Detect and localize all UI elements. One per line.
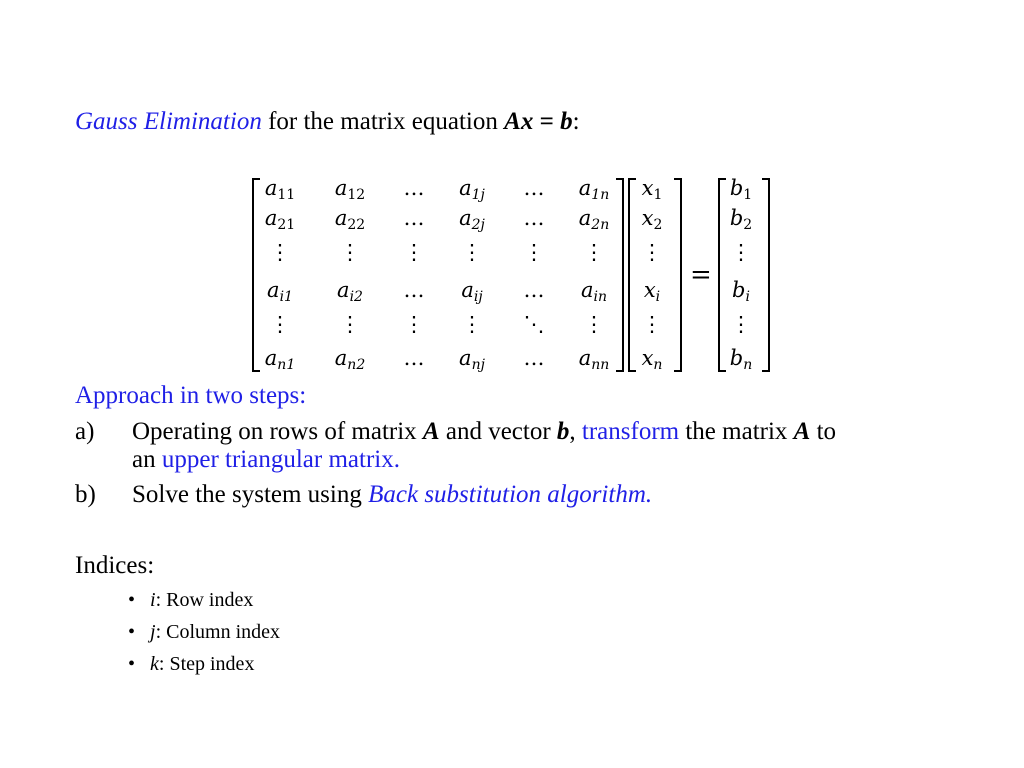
index-item: [128, 589, 253, 612]
matrix-a-cell: ⋮: [583, 240, 605, 264]
title-eq-equals: =: [533, 108, 561, 135]
vector-x-cell: ⋮: [641, 240, 663, 264]
matrix-a-cell: ⋮: [523, 240, 545, 264]
title-line: [75, 108, 580, 136]
vector-x-cell: $x_n$: [641, 346, 663, 373]
bullet-icon: •: [128, 589, 136, 611]
matrix-a-cell: $a_{n2}$: [334, 346, 366, 373]
matrix-a-cell: $a_{12}$: [334, 176, 366, 203]
matrix-a-cell: …: [523, 176, 545, 200]
bullet-icon: •: [128, 653, 136, 675]
step-b-text: Solve the system using: [132, 481, 369, 508]
step-a-text-6: an: [132, 446, 162, 473]
step-a-label: a): [75, 418, 95, 445]
matrix-a-cell: ⋮: [269, 312, 291, 336]
matrix-a-cell: $a_{nn}$: [578, 346, 610, 373]
matrix-a-cell: …: [403, 346, 425, 370]
matrix-a-cell: ⋮: [583, 312, 605, 336]
matrix-a-cell: ⋮: [461, 312, 483, 336]
matrix-a-cell: …: [403, 176, 425, 200]
matrix-a-cell: $a_{1n}$: [578, 176, 610, 203]
vector-x-cell: $x_i$: [643, 278, 661, 305]
matrix-a-cell: …: [523, 206, 545, 230]
step-a-transform: transform: [581, 418, 680, 445]
index-item: [128, 621, 280, 644]
title-eq-x: x: [520, 108, 534, 135]
vector-b-cell: $b_i$: [732, 278, 750, 305]
matrix-a-cell: ⋮: [339, 240, 361, 264]
step-a-text-1: Operating on rows of matrix: [132, 418, 423, 445]
title-gauss-elimination: Gauss Elimination: [75, 108, 262, 135]
matrix-a-cell: $a_{21}$: [264, 206, 296, 233]
matrix-a-cell: …: [403, 278, 425, 302]
title-text: for the matrix equation: [261, 108, 505, 135]
index-var: i: [150, 589, 156, 611]
title-colon: :: [572, 108, 580, 135]
matrix-a-cell: ⋮: [403, 240, 425, 264]
indices-heading: Indices:: [75, 552, 155, 579]
matrix-a-cell: $a_{11}$: [264, 176, 296, 203]
vector-x-cell: $x_1$: [641, 176, 663, 203]
step-a-text-2: and vector: [439, 418, 557, 445]
index-desc: : Row index: [155, 589, 254, 611]
step-a-upper-triangular: upper triangular matrix.: [161, 446, 400, 473]
step-a-b: b: [556, 418, 570, 445]
step-b-label: b): [75, 481, 96, 508]
step-a-text-3: ,: [569, 418, 582, 445]
title-eq-A: A: [504, 108, 521, 135]
index-var: j: [150, 621, 156, 643]
matrix-a-cell: $a_{i1}$: [267, 278, 293, 305]
approach-heading: Approach in two steps:: [75, 382, 307, 409]
matrix-a-cell: ⋮: [403, 312, 425, 336]
index-item: [128, 653, 254, 676]
step-a-line-2: [132, 446, 400, 474]
matrix-a-cell: …: [523, 346, 545, 370]
vector-x-cell: ⋮: [641, 312, 663, 336]
index-desc: : Step index: [158, 653, 255, 675]
step-a-A1: A: [422, 418, 440, 445]
matrix-a-cell: $a_{2j}$: [459, 206, 485, 233]
index-desc: : Column index: [155, 621, 281, 643]
matrix-a-cell: …: [523, 278, 545, 302]
vector-b-cell: ⋮: [730, 240, 752, 264]
matrix-a-cell: ⋮: [269, 240, 291, 264]
matrix-a-cell: $a_{1j}$: [459, 176, 485, 203]
matrix-a-cell: $a_{ij}$: [461, 278, 483, 305]
matrix-a-cell: $a_{in}$: [580, 278, 608, 305]
vector-b-cell: $b_2$: [729, 206, 753, 233]
matrix-equation: [252, 176, 772, 376]
matrix-a-cell: …: [403, 206, 425, 230]
vector-b-cell: $b_n$: [729, 346, 753, 373]
matrix-a-cell: $a_{i2}$: [337, 278, 363, 305]
matrix-a-cell: $a_{22}$: [334, 206, 366, 233]
title-eq-b: b: [560, 108, 573, 135]
matrix-a-cell: $a_{n1}$: [264, 346, 296, 373]
step-a-text-5: to: [810, 418, 837, 445]
matrix-a-cell: ⋮: [339, 312, 361, 336]
matrix-a-cell: ⋮: [461, 240, 483, 264]
step-a-A2: A: [793, 418, 811, 445]
step-a-text-4: the matrix: [679, 418, 794, 445]
bullet-icon: •: [128, 621, 136, 643]
matrix-a-cell: $a_{2n}$: [578, 206, 610, 233]
vector-x-cell: $x_2$: [641, 206, 663, 233]
index-var: k: [150, 653, 159, 675]
step-b-back-substitution: Back substitution algorithm.: [368, 481, 653, 508]
vector-b-cell: $b_1$: [729, 176, 753, 203]
matrix-a-cell: $a_{nj}$: [459, 346, 485, 373]
step-b: [75, 481, 652, 509]
step-a: [75, 418, 836, 446]
vector-b-cell: ⋮: [730, 312, 752, 336]
matrix-a-cell: ⋱: [523, 312, 545, 336]
equals-sign: =: [690, 260, 712, 290]
